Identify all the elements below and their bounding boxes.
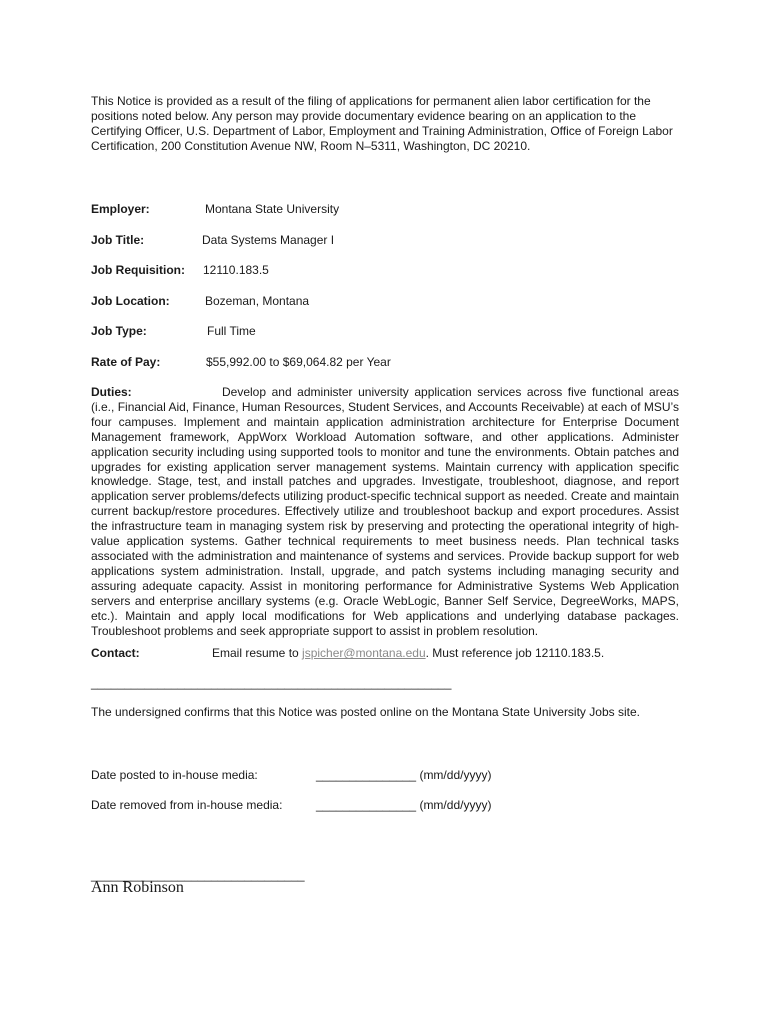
confirmation-statement: The undersigned confirms that this Notice was posted online on the Montana State University Jobs site.: [91, 705, 640, 720]
date-posted-blank: _______________ (mm/dd/yyyy): [316, 768, 492, 783]
job-fields: [91, 202, 679, 370]
employer-value: Montana State University: [205, 202, 340, 216]
date-posted-label: Date posted to in-house media:: [91, 768, 258, 783]
job-requisition-value: 12110.183.5: [203, 263, 269, 277]
contact-prefix: Email resume to: [212, 646, 303, 661]
job-type-value: Full Time: [207, 324, 256, 338]
job-type-label: Job Type:: [91, 324, 147, 338]
duties-text: Develop and administer university application services across five functional areas (i.e., Financial Aid, Finance, Human Resources, Student Services, and Accounts Receivable) at each of MSU’s four campuses. Implement and maintain application administration architecture for Enterprise Document Management framework, AppWorx Workload Automation software, and other applications. Administer application security including using supported tools to monitor and tune the environments. Obtain patches and upgrades for existing application server management systems. Maintain currency with application specific knowledge. Stage, test, and install patches and upgrades. Investigate, troubleshoot, diagnose, and report application server problems/defects utilizing product-specific technical support as needed. Create and maintain current backup/restore procedures. Effectively utilize and troubleshoot backup and export procedures. Assist the infrastructure team in managing system risk by preserving and protecting the operational integrity of high-value application systems. Gather technical requirements to meet business needs. Plan technical tasks associated with the administration and maintenance of systems and services. Provide backup support for web applications system administration. Install, upgrade, and patch systems including managing security and assuring adequate capacity. Assist in monitoring performance for Administrative Systems Web Application servers and enterprise ancillary systems (e.g. Oracle WebLogic, Banner Self Service, DegreeWorks, MAPS, etc.). Maintain and apply local modifications for Web applications and underlying database packages. Troubleshoot problems and seek appropriate support to assist in problem resolution.: [91, 385, 679, 638]
job-requisition-label: Job Requisition:: [91, 263, 185, 277]
job-location-value: Bozeman, Montana: [205, 293, 310, 308]
date-removed-label: Date removed from in-house media:: [91, 798, 283, 813]
job-type-row: [91, 324, 679, 339]
rate-of-pay-row: [91, 355, 679, 370]
duties-label: Duties:: [91, 385, 132, 399]
signer-name: Ann Robinson: [91, 879, 184, 897]
job-location-row: [91, 294, 679, 309]
contact-value: [212, 646, 604, 660]
separator-line: ______________________________________________________: [91, 676, 452, 691]
rate-of-pay-value: $55,992.00 to $69,064.82 per Year: [206, 354, 391, 369]
job-title-label: Job Title:: [91, 232, 145, 247]
employer-label: Employer:: [91, 202, 150, 216]
job-location-label: Job Location:: [91, 293, 170, 308]
contact-label: Contact:: [91, 646, 140, 661]
date-posted-row: [91, 768, 679, 783]
job-title-row: [91, 233, 679, 248]
rate-of-pay-label: Rate of Pay:: [91, 354, 161, 369]
contact-email-link[interactable]: jspicher@montana.edu: [302, 646, 426, 661]
employer-row: [91, 202, 679, 217]
contact-suffix: . Must reference job 12110.183.5.: [425, 646, 605, 661]
duties-section: [91, 385, 679, 638]
signature-line: ________________________________: [91, 868, 305, 883]
date-removed-row: [91, 798, 679, 813]
job-title-value: Data Systems Manager I: [202, 232, 335, 247]
job-requisition-row: [91, 263, 679, 278]
contact-row: [91, 646, 679, 661]
intro-paragraph: This Notice is provided as a result of the filing of applications for permanent alien labor certification for the positions noted below. Any person may provide documentary evidence bearing on an application to the Certifying Officer, U.S. Department of Labor, Employment and Training Administration, Office of Foreign Labor Certification, 200 Constitution Avenue NW, Room N–5311, Washington, DC 20210.: [91, 94, 673, 153]
date-removed-blank: _______________ (mm/dd/yyyy): [316, 798, 492, 813]
notice-document: [91, 94, 679, 897]
